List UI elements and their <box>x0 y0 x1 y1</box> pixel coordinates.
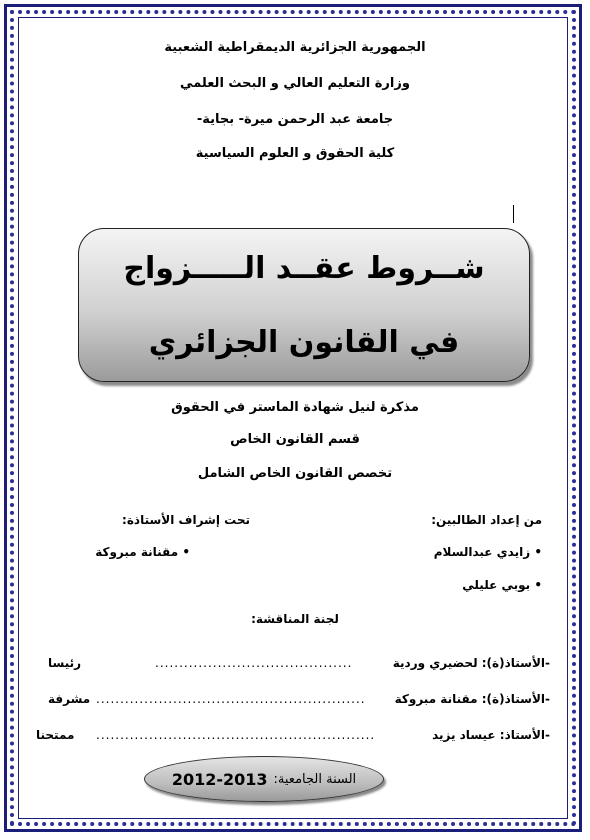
leader-dots: ......................................... <box>155 656 353 670</box>
bullet-icon: • <box>530 545 542 559</box>
thesis-purpose: مذكرة لنيل شهادة الماستر في الحقوق <box>171 400 419 415</box>
students-label: من إعداد الطالبين: <box>431 513 542 527</box>
academic-year-value: 2012-2013 <box>171 769 268 789</box>
committee-member-2: -الأستاذ(ة): مقنانة مبروكة <box>394 692 550 706</box>
text-cursor-mark <box>513 205 514 223</box>
committee-role-3: ممتحنا <box>36 728 75 742</box>
thesis-title-line1: شــروط عقــد الـــــزواج <box>123 251 485 286</box>
bullet-icon: • <box>178 545 190 559</box>
title-box <box>78 228 530 382</box>
leader-dots: ........................................................ <box>96 692 366 706</box>
student-2 <box>462 578 542 592</box>
committee-role-1: رئيسا <box>48 656 82 670</box>
leader-dots: .......................................................... <box>96 728 376 742</box>
specialty: تخصص القانون الخاص الشامل <box>197 466 393 481</box>
republic-header: الجمهورية الجزائرية الديمقراطية الشعبية <box>164 40 426 55</box>
student-2-name: بوبي عليلي <box>462 578 531 592</box>
faculty-header: كلية الحقوق و العلوم السياسية <box>195 146 395 161</box>
supervisor-label: تحت إشراف الأستاذة: <box>122 513 250 527</box>
committee-member-3: -الأستاذ: عيساد يزيد <box>432 728 550 742</box>
committee-label: لجنة المناقشة: <box>251 612 339 626</box>
university-header: جامعة عبد الرحمن ميرة- بجاية- <box>196 112 394 127</box>
student-1 <box>434 545 542 559</box>
supervisor-name: مقنانة مبروكة <box>95 545 179 559</box>
academic-year-label: السنة الجامعية: <box>273 771 357 787</box>
bullet-icon: • <box>530 578 542 592</box>
ministry-header: وزارة التعليم العالي و البحث العلمي <box>180 76 410 91</box>
department: قسم القانون الخاص <box>230 432 360 447</box>
thesis-title-line2: في القانون الجزائري <box>148 325 460 360</box>
supervisor-entry <box>95 545 190 559</box>
committee-role-2: مشرفة <box>48 692 91 706</box>
student-1-name: زايدي عبدالسلام <box>433 545 531 559</box>
committee-member-1: -الأستاذ(ة): لحضيري وردية <box>392 656 550 670</box>
academic-year-badge <box>144 756 384 802</box>
